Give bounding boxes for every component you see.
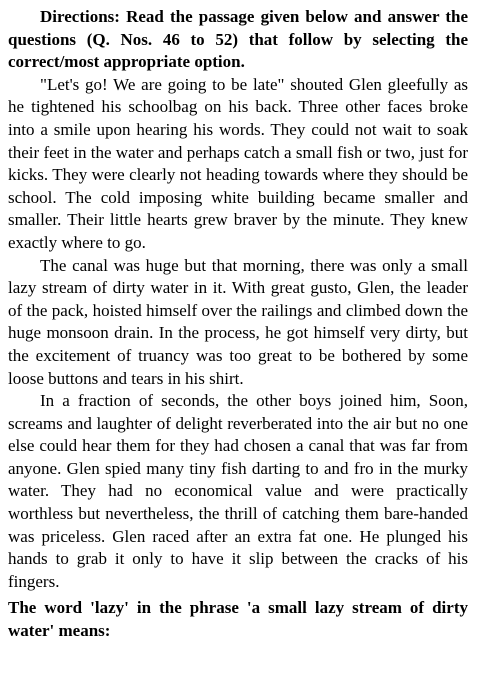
passage-paragraph-2: The canal was huge but that morning, there was only a small lazy stream of dirty water in it. With great gusto, Glen, the leader of the pack, hoisted himself over the railings and climbed down the huge monsoon drain. In the process, he got himself very dirty, but the excitement of truancy was too great to be bothered by some loose buttons and tears in his shirt. bbox=[8, 255, 468, 388]
question-page bbox=[8, 6, 468, 643]
question-text: The word 'lazy' in the phrase 'a small lazy stream of dirty water' means: bbox=[8, 598, 468, 641]
directions-text: Directions: Read the passage given below and answer the questions (Q. Nos. 46 to 52) that follow by selecting the correct/most appropriate option. bbox=[8, 7, 468, 72]
passage-paragraph-3: In a fraction of seconds, the other boys joined him, Soon, screams and laughter of delight reverberated into the air but no one else could hear them for they had chosen a canal that was far from anyone. Glen spied many tiny fish darting to and fro in the murky water. They had no economical value and were practically worthless but nevertheless, the thrill of catching them bare-handed was priceless. Glen raced after an extra fat one. He plunged his hands to grab it only to have it slip between the cracks of his fingers. bbox=[8, 391, 468, 591]
passage-paragraph-1: "Let's go! We are going to be late" shouted Glen gleefully as he tightened his schoolbag on his back. Three other faces broke into a smile upon hearing his words. They could not wait to soak their feet in the water and perhaps catch a small fish or two, just for kicks. They were clearly not heading towards where they should be school. The cold imposing white building became smaller and smaller. Their little hearts grew braver by the minute. They knew exactly where to go. bbox=[8, 74, 468, 252]
